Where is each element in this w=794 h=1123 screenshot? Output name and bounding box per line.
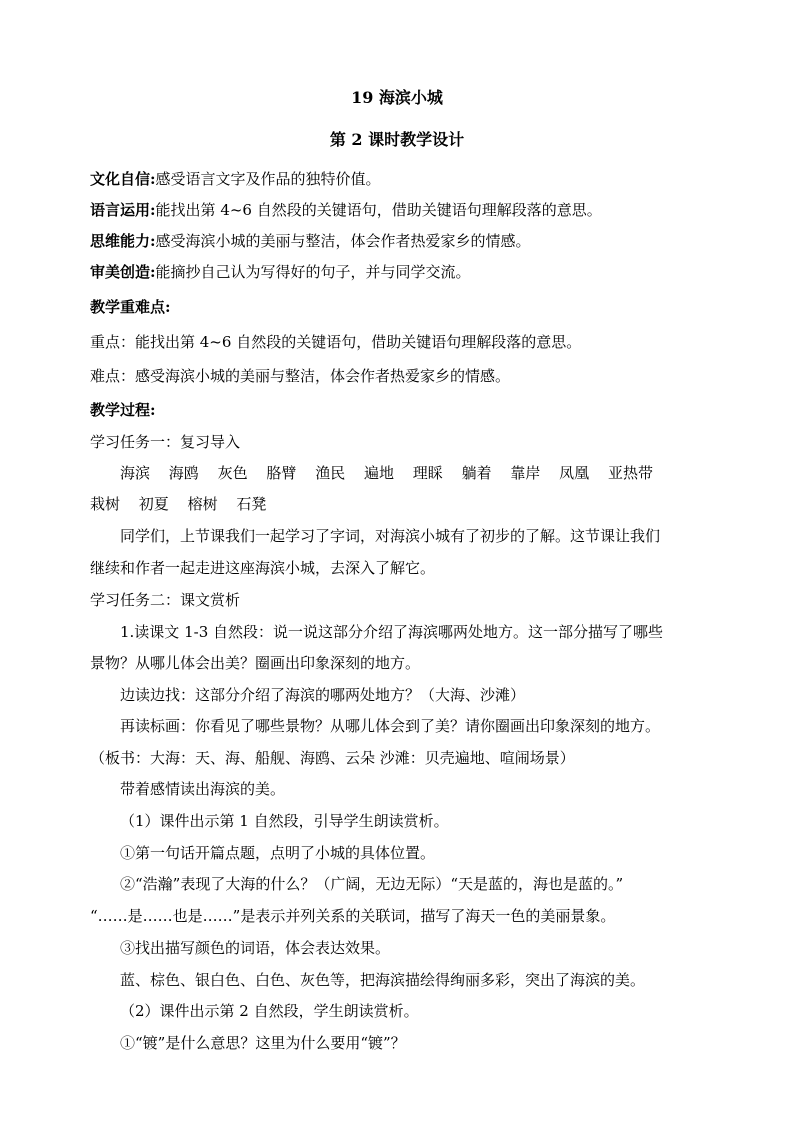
p1-point-a: ①第一句话开篇点题，点明了小城的具体位置。 bbox=[120, 844, 436, 862]
vocab-row-2 bbox=[90, 494, 710, 514]
vocab-row-1 bbox=[120, 463, 710, 483]
vocab-word: 榕树 bbox=[187, 495, 218, 513]
vocab-word: 靠岸 bbox=[510, 464, 541, 482]
p1-point-b-cont: “……是……也是……”是表示并列关系的关联词，描写了海天一色的美丽景象。 bbox=[90, 907, 616, 925]
p1-title: （1）课件出示第 1 自然段，引导学生朗读赏析。 bbox=[120, 812, 449, 830]
difficult-point: 难点：感受海滨小城的美丽与整洁，体会作者热爱家乡的情感。 bbox=[90, 367, 511, 385]
key-heading: 教学重难点: bbox=[90, 298, 171, 316]
task2-heading: 学习任务二：课文赏析 bbox=[90, 591, 241, 609]
goal-label: 思维能力: bbox=[90, 232, 156, 250]
vocab-word: 渔民 bbox=[315, 464, 346, 482]
find-line: 边读边找：这部分介绍了海滨的哪两处地方？（大海、沙滩） bbox=[120, 686, 526, 704]
goal-text: 感受海滨小城的美丽与整洁，体会作者热爱家乡的情感。 bbox=[155, 232, 531, 250]
goal-thinking bbox=[90, 231, 710, 251]
process-heading: 教学过程: bbox=[90, 401, 156, 419]
goal-label: 审美创造: bbox=[90, 263, 156, 281]
p2-point-a: ①“镀”是什么意思？这里为什么要用“镀”？ bbox=[120, 1034, 406, 1052]
goal-label: 语言运用: bbox=[90, 201, 156, 219]
vocab-word: 理睬 bbox=[412, 464, 443, 482]
vocab-word: 亚热带 bbox=[607, 464, 653, 482]
goal-text: 感受语言文字及作品的独特价值。 bbox=[155, 170, 381, 188]
vocab-word: 胳臂 bbox=[266, 464, 297, 482]
intro-line-1: 同学们，上节课我们一起学习了字词，对海滨小城有了初步的了解。这节课让我们 bbox=[120, 527, 661, 545]
p1-point-b: ②“浩瀚”表现了大海的什么？（广阔，无边无际）“天是蓝的，海也是蓝的。” bbox=[120, 875, 624, 893]
board-line: （板书：大海：天、海、船舰、海鸥、云朵 沙滩：贝壳遍地、喧闹场景） bbox=[90, 749, 575, 767]
key-point: 重点：能找出第 4~6 自然段的关键语句，借助关键语句理解段落的意思。 bbox=[90, 333, 582, 351]
goal-text: 能摘抄自己认为写得好的句子，并与同学交流。 bbox=[155, 263, 471, 281]
vocab-word: 遍地 bbox=[363, 464, 394, 482]
intro-line-2: 继续和作者一起走进这座海滨小城，去深入了解它。 bbox=[90, 559, 436, 577]
task1-heading: 学习任务一：复习导入 bbox=[90, 433, 241, 451]
vocab-word: 灰色 bbox=[217, 464, 248, 482]
goal-culture bbox=[90, 169, 710, 189]
vocab-word: 海滨 bbox=[120, 464, 151, 482]
doc-title: 19 海滨小城 bbox=[351, 88, 443, 107]
read-line-1: 1.读课文 1-3 自然段：说一说这部分介绍了海滨哪两处地方。这一部分描写了哪些 bbox=[120, 623, 664, 641]
vocab-word: 凤凰 bbox=[559, 464, 590, 482]
vocab-word: 初夏 bbox=[138, 495, 169, 513]
vocab-word: 躺着 bbox=[461, 464, 492, 482]
read-line-2: 景物？从哪儿体会出美？圈画出印象深刻的地方。 bbox=[90, 654, 421, 672]
vocab-word: 石凳 bbox=[236, 495, 267, 513]
p1-point-c: ③找出描写颜色的词语，体会表达效果。 bbox=[120, 939, 391, 957]
vocab-word: 栽树 bbox=[90, 495, 121, 513]
goal-text: 能找出第 4~6 自然段的关键语句，借助关键语句理解段落的意思。 bbox=[155, 201, 602, 219]
goal-label: 文化自信: bbox=[90, 170, 156, 188]
reread-line: 再读标画：你看见了哪些景物？从哪儿体会到了美？请你圈画出印象深刻的地方。 bbox=[120, 717, 661, 735]
goal-language bbox=[90, 200, 710, 220]
vocab-word: 海鸥 bbox=[168, 464, 199, 482]
emotion-line: 带着感情读出海滨的美。 bbox=[120, 780, 286, 798]
p1-point-d: 蓝、棕色、银白色、白色、灰色等，把海滨描绘得绚丽多彩，突出了海滨的美。 bbox=[120, 971, 646, 989]
doc-subtitle: 第 2 课时教学设计 bbox=[329, 130, 465, 149]
p2-title: （2）课件出示第 2 自然段，学生朗读赏析。 bbox=[120, 1002, 419, 1020]
goal-aesthetic bbox=[90, 262, 710, 282]
